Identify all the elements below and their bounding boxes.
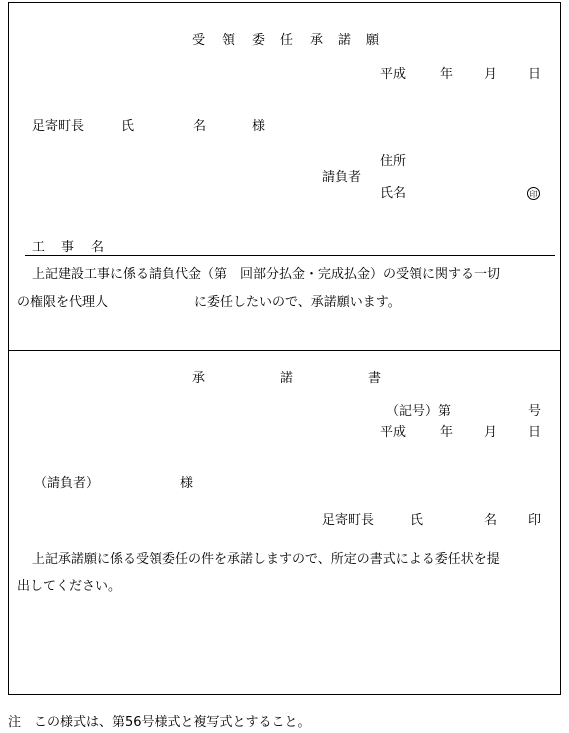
project-label-char-2: 事 (61, 240, 75, 255)
footnote: 注 この様式は、第56号様式と複写式とすること。 (8, 715, 311, 730)
request-date-month: 月 (484, 67, 498, 82)
approval-issuer-seal: 印 (528, 513, 542, 528)
request-title-char-5: 承 (310, 33, 324, 48)
request-addressee-name-char-2: 名 (193, 119, 207, 134)
approval-title-char-1: 承 (192, 371, 206, 386)
approval-contractor: （請負者） (34, 476, 100, 491)
request-title-char-6: 諾 (338, 33, 352, 48)
request-date-era: 平成 (380, 67, 407, 82)
approval-date-month: 月 (484, 425, 498, 440)
request-title-char-2: 領 (222, 33, 236, 48)
approval-body-line-1: 上記承諾願に係る受領委任の件を承諾しますので、所定の書式による委任状を提 (32, 552, 500, 567)
request-body-line-2a: の権限を代理人 (17, 295, 109, 310)
approval-ref-label: （記号）第 (386, 404, 452, 419)
request-addressee-name-char-1: 氏 (121, 119, 135, 134)
request-body-line-1: 上記建設工事に係る請負代金（第 回部分払金・完成払金）の受領に関する一切 (32, 267, 501, 282)
approval-date-day: 日 (528, 425, 542, 440)
approval-contractor-suffix: 様 (180, 476, 194, 491)
project-name-underline (25, 255, 555, 256)
section-divider (8, 350, 561, 351)
project-label-char-1: 工 (32, 240, 46, 255)
approval-title-char-2: 諾 (280, 371, 294, 386)
request-name-label: 氏名 (380, 186, 407, 201)
request-addressee-name-char-3: 様 (252, 119, 266, 134)
approval-date-year: 年 (440, 425, 454, 440)
approval-title-char-3: 書 (368, 371, 382, 386)
request-title-char-7: 願 (366, 33, 380, 48)
request-date-year: 年 (440, 67, 454, 82)
project-label-char-3: 名 (91, 240, 105, 255)
approval-issuer-name-char-1: 氏 (410, 513, 424, 528)
request-date-day: 日 (528, 67, 542, 82)
approval-date-era: 平成 (380, 425, 407, 440)
request-addressee: 足寄町長 (32, 119, 85, 134)
request-title-char-3: 委 (252, 33, 266, 48)
approval-issuer: 足寄町長 (322, 513, 375, 528)
request-address-label: 住所 (380, 154, 407, 169)
request-contractor-label: 請負者 (322, 170, 362, 185)
approval-issuer-name-char-2: 名 (484, 513, 498, 528)
request-title-char-4: 任 (280, 33, 294, 48)
approval-body-line-2: 出してください。 (17, 579, 122, 594)
request-body-line-2b: に委任したいので、承諾願います。 (194, 295, 401, 310)
approval-ref-suffix: 号 (528, 404, 542, 419)
request-title-char-1: 受 (192, 33, 206, 48)
request-seal-icon: 印 (527, 187, 540, 200)
